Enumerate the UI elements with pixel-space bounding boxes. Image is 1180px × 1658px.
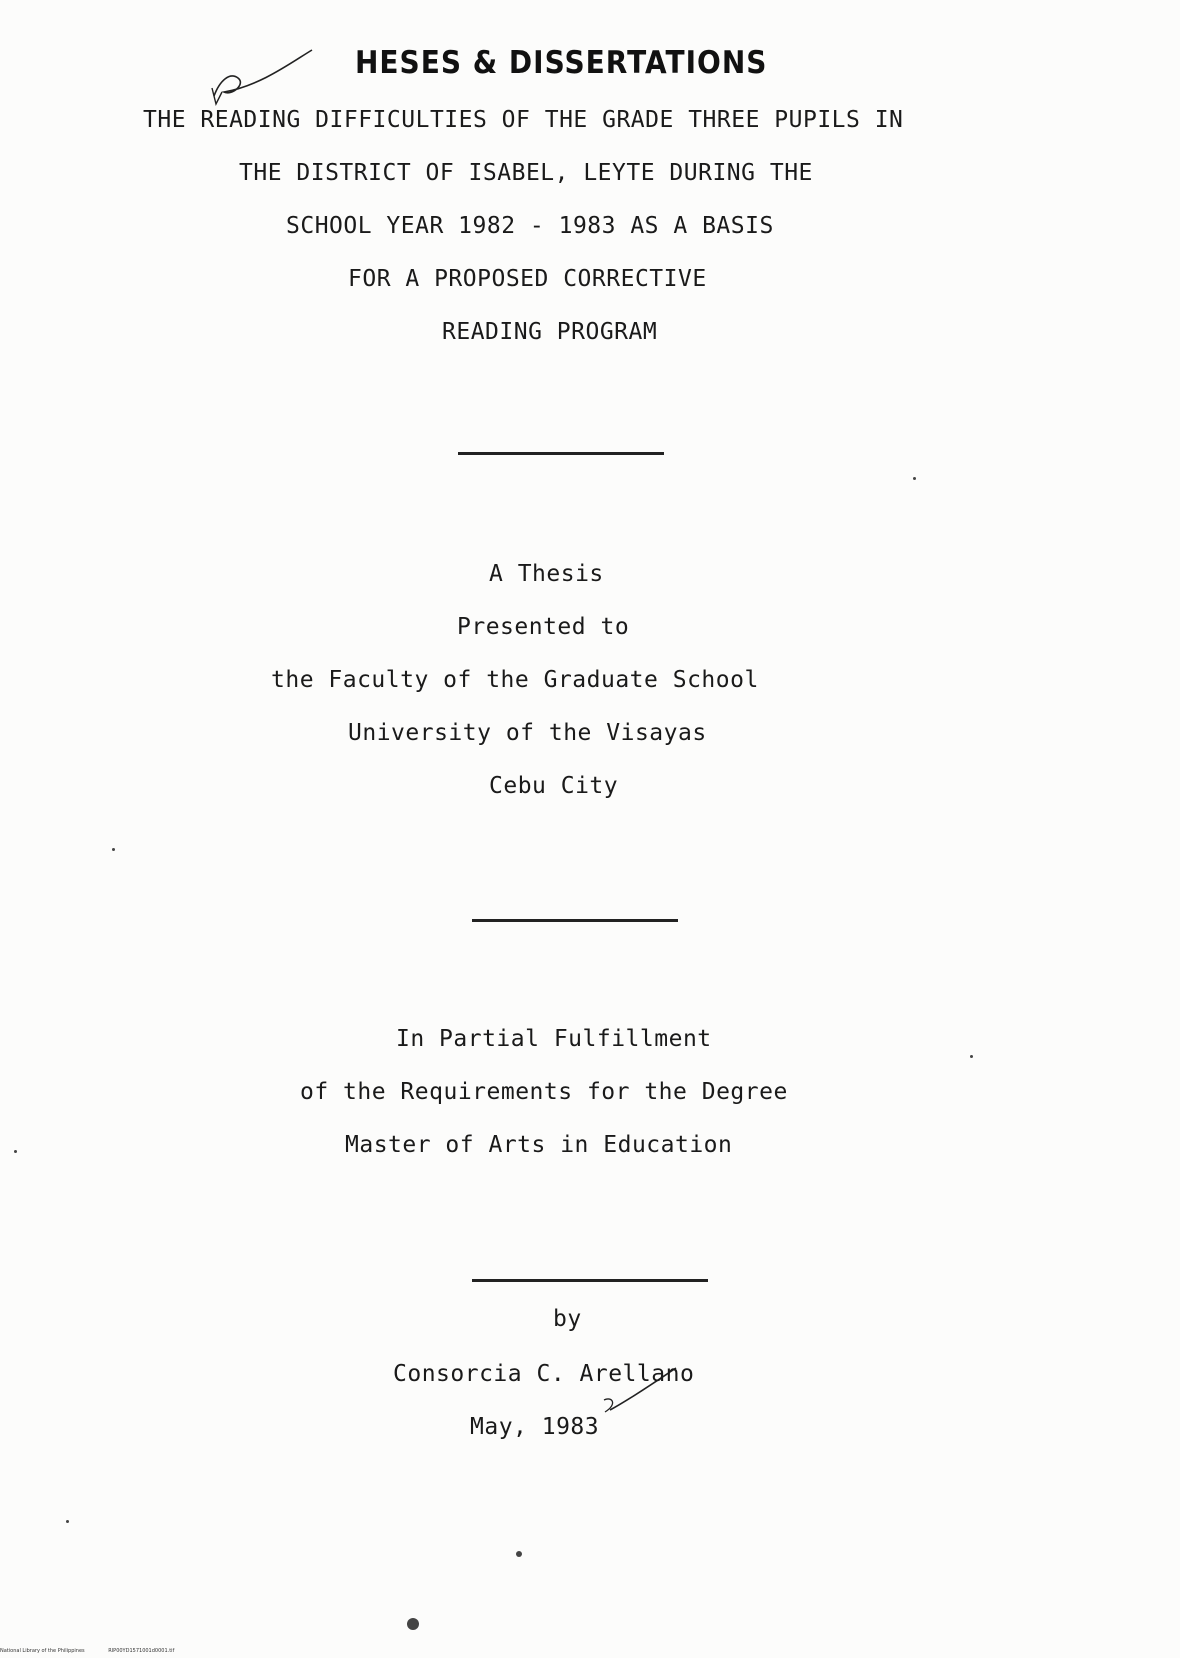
divider-rule-3 <box>472 1279 708 1282</box>
requirements-line: of the Requirements for the Degree <box>300 1079 788 1105</box>
theses-stamp: HESES & DISSERTATIONS <box>355 44 768 81</box>
title-line-2: THE DISTRICT OF ISABEL, LEYTE DURING THE <box>239 160 813 186</box>
divider-rule-2 <box>472 919 678 922</box>
faculty-line: the Faculty of the Graduate School <box>271 667 759 693</box>
author-name: Consorcia C. Arellano <box>393 1361 695 1387</box>
city-line: Cebu City <box>489 773 619 799</box>
footer-library: National Library of the Philippines <box>0 1648 85 1654</box>
university-line: University of the Visayas <box>348 720 707 746</box>
presented-to: Presented to <box>457 614 630 640</box>
footer-file: RIP00YD1571001d0001.tif <box>108 1648 175 1654</box>
scan-footer <box>0 1648 196 1654</box>
title-line-4: FOR A PROPOSED CORRECTIVE <box>348 266 707 292</box>
scan-speck <box>66 1520 69 1523</box>
scan-speck <box>112 848 115 851</box>
degree-line: Master of Arts in Education <box>345 1132 733 1158</box>
signature-curl-bottom <box>604 1399 613 1412</box>
partial-fulfillment-line: In Partial Fulfillment <box>396 1026 712 1052</box>
title-line-5: READING PROGRAM <box>442 319 658 345</box>
thesis-label: A Thesis <box>489 561 604 587</box>
title-line-1: THE READING DIFFICULTIES OF THE GRADE THREE PUPILS IN <box>143 107 904 133</box>
signature-check-top <box>212 88 222 104</box>
scan-speck <box>913 477 916 480</box>
scan-speck <box>970 1055 973 1058</box>
scan-speck <box>14 1150 17 1153</box>
signature-stroke-top <box>214 50 312 96</box>
submission-date: May, 1983 <box>470 1414 600 1440</box>
title-line-3: SCHOOL YEAR 1982 - 1983 AS A BASIS <box>286 213 774 239</box>
divider-rule-1 <box>458 452 664 455</box>
by-label: by <box>553 1306 582 1332</box>
scan-speck <box>516 1551 522 1557</box>
scan-speck <box>407 1618 419 1630</box>
